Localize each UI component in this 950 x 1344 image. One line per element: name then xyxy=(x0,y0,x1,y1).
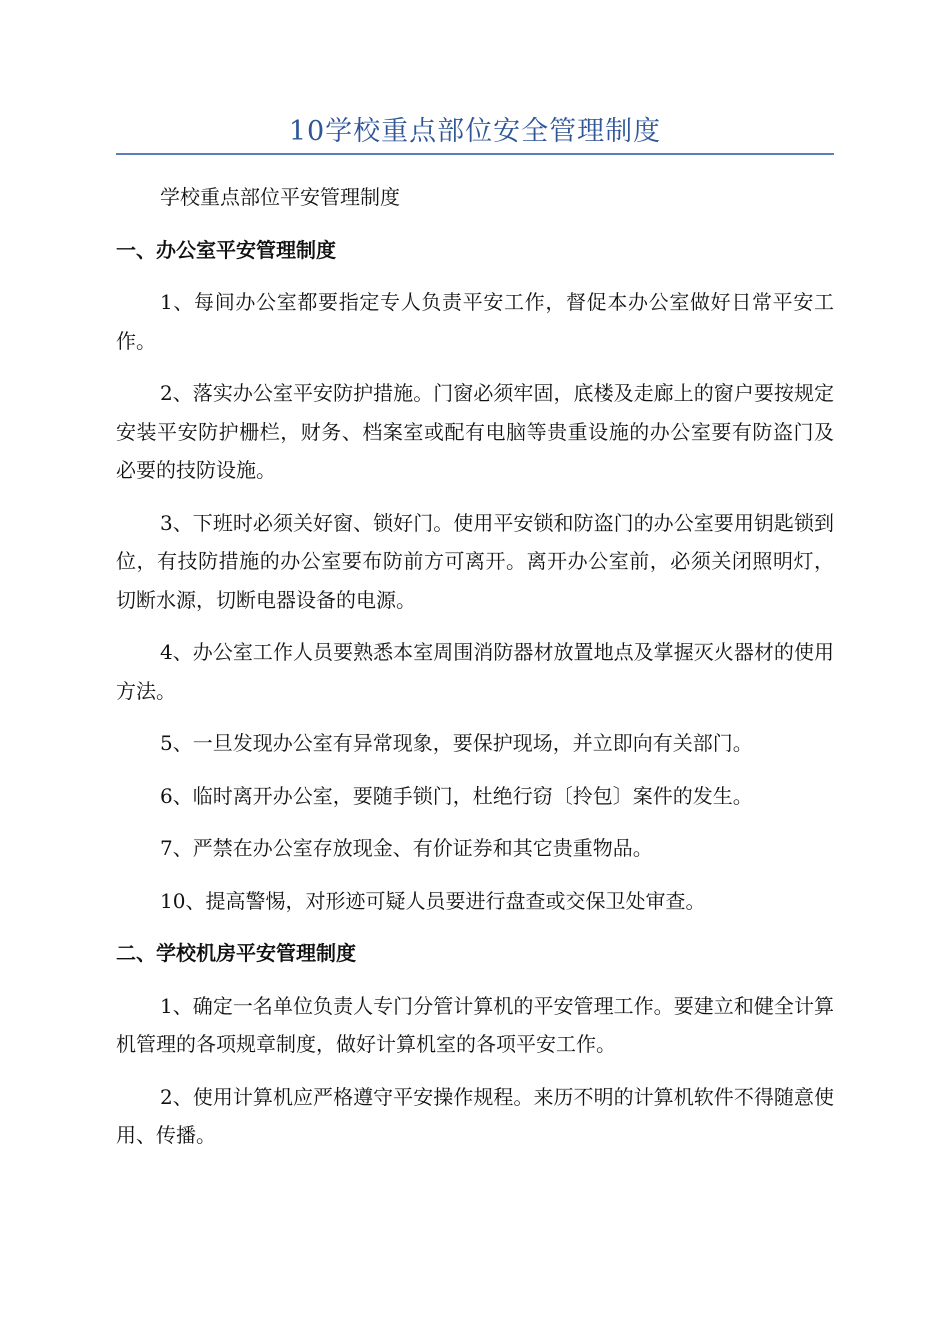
document-title: 10学校重点部位安全管理制度 xyxy=(288,116,662,147)
title-underline xyxy=(116,153,834,155)
paragraph: 1、每间办公室都要指定专人负责平安工作，督促本办公室做好日常平安工作。 xyxy=(116,290,834,353)
paragraph: 6、临时离开办公室，要随手锁门，杜绝行窃〔拎包〕案件的发生。 xyxy=(160,783,753,808)
paragraph: 7、严禁在办公室存放现金、有价证券和其它贵重物品。 xyxy=(160,836,653,860)
section-heading: 二、学校机房平安管理制度 xyxy=(116,941,356,965)
section-computer-room xyxy=(116,934,834,1155)
section-heading: 一、办公室平安管理制度 xyxy=(116,237,336,262)
section-office xyxy=(116,231,834,921)
paragraph: 4、办公室工作人员要熟悉本室周围消防器材放置地点及掌握灭火器材的使用方法。 xyxy=(116,640,834,703)
document-body xyxy=(116,178,834,1169)
paragraph: 10、提高警惕，对形迹可疑人员要进行盘查或交保卫处审查。 xyxy=(160,888,706,913)
paragraph: 2、使用计算机应严格遵守平安操作规程。来历不明的计算机软件不得随意使用、传播。 xyxy=(116,1084,834,1147)
paragraph: 5、一旦发现办公室有异常现象，要保护现场，并立即向有关部门。 xyxy=(160,731,753,755)
intro-paragraph: 学校重点部位平安管理制度 xyxy=(160,185,400,209)
paragraph: 1、确定一名单位负责人专门分管计算机的平安管理工作。要建立和健全计算机管理的各项规章制度，做好计算机室的各项平安工作。 xyxy=(116,993,834,1056)
paragraph: 2、落实办公室平安防护措施。门窗必须牢固，底楼及走廊上的窗户要按规定安装平安防护栅栏，财务、档案室或配有电脑等贵重设施的办公室要有防盗门及必要的技防设施。 xyxy=(116,381,834,482)
paragraph: 3、下班时必须关好窗、锁好门。使用平安锁和防盗门的办公室要用钥匙锁到位，有技防措施的办公室要布防前方可离开。离开办公室前，必须关闭照明灯，切断水源，切断电器设备的电源。 xyxy=(116,510,834,612)
